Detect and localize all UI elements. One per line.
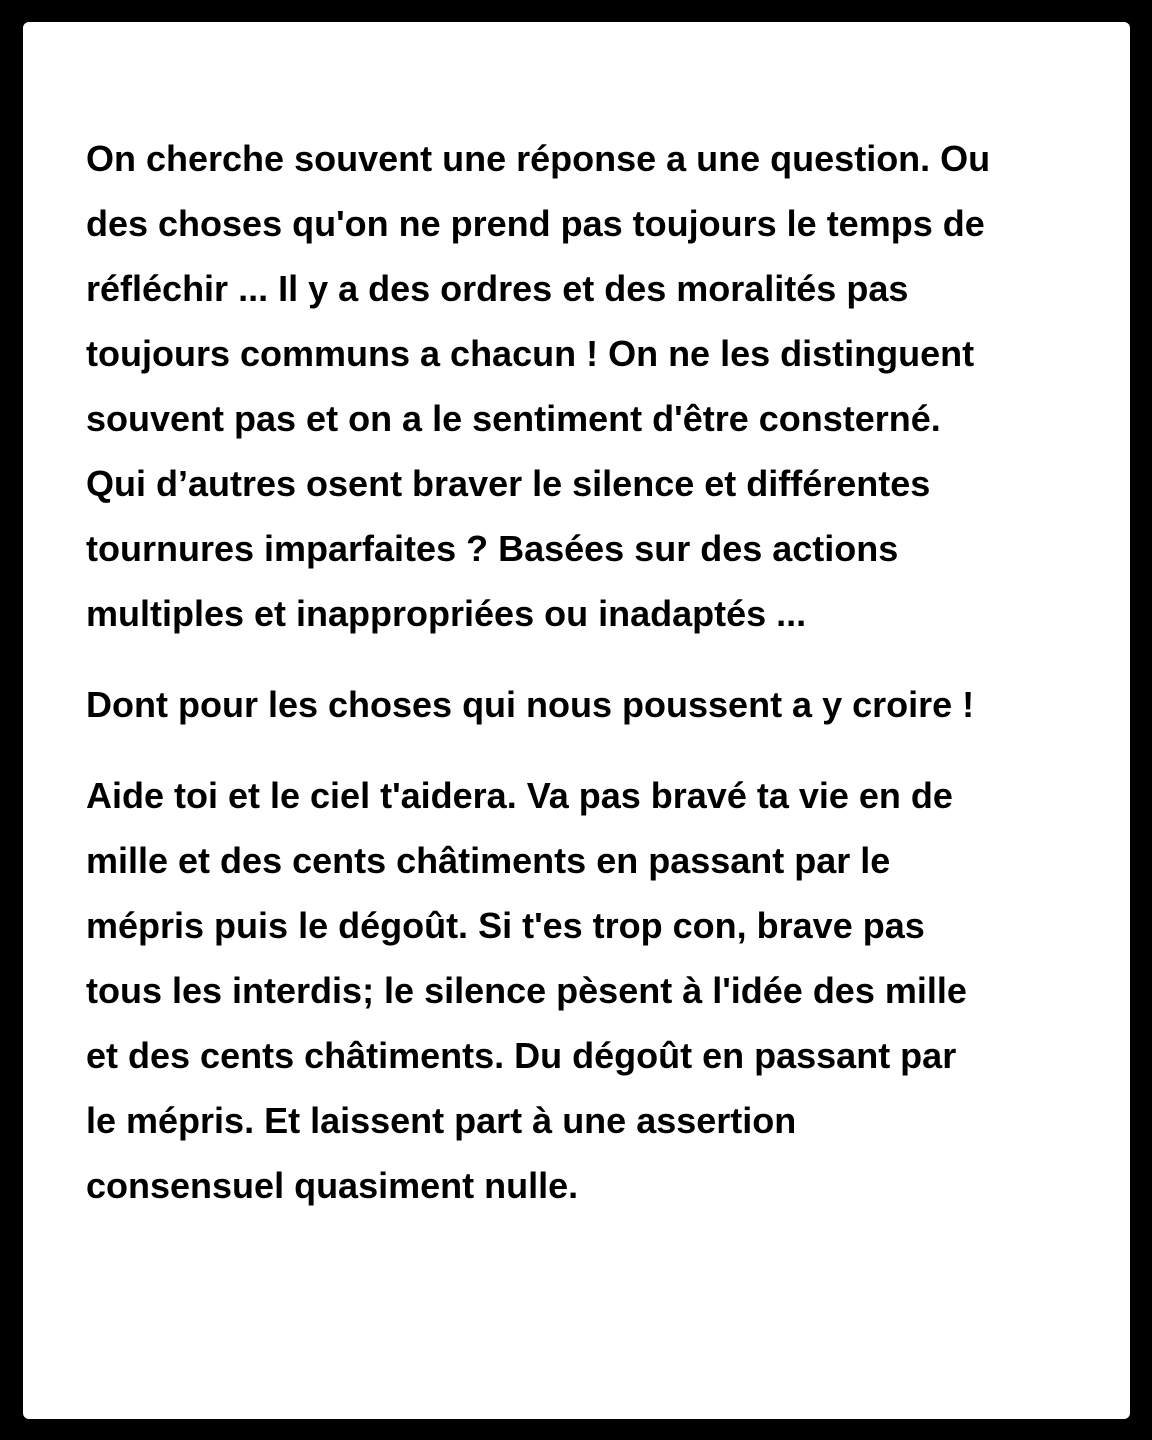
text-line: On cherche souvent une réponse a une question. Ou [86,138,991,179]
text-line: tous les interdis; le silence pèsent à l'idée des mille [86,970,967,1011]
text-line: tournures imparfaites ? Basées sur des actions [86,528,899,569]
text-line: et des cents châtiments. Du dégoût en passant par [86,1035,957,1076]
text-line: Qui d’autres osent braver le silence et différentes [86,463,931,504]
text-line: des choses qu'on ne prend pas toujours le temps de [86,203,985,244]
text-body [86,126,1086,1218]
text-line: mépris puis le dégoût. Si t'es trop con, brave pas [86,905,925,946]
text-line: réfléchir ... Il y a des ordres et des moralités pas [86,268,909,309]
paragraph-spacer [86,737,1086,763]
text-line: souvent pas et on a le sentiment d'être consterné. [86,398,941,439]
paragraph-spacer [86,646,1086,672]
text-line: consensuel quasiment nulle. [86,1165,579,1206]
text-line: multiples et inappropriées ou inadaptés ... [86,593,807,634]
paragraph-3 [86,763,1086,1218]
text-line: le mépris. Et laissent part à une assertion [86,1100,797,1141]
text-line: mille et des cents châtiments en passant par le [86,840,891,881]
paragraph-1 [86,126,1086,646]
text-card [23,22,1130,1419]
text-line: Aide toi et le ciel t'aidera. Va pas bravé ta vie en de [86,775,953,816]
text-line: toujours communs a chacun ! On ne les distinguent [86,333,975,374]
text-line: Dont pour les choses qui nous poussent a y croire ! [86,684,975,725]
paragraph-2 [86,672,1086,737]
